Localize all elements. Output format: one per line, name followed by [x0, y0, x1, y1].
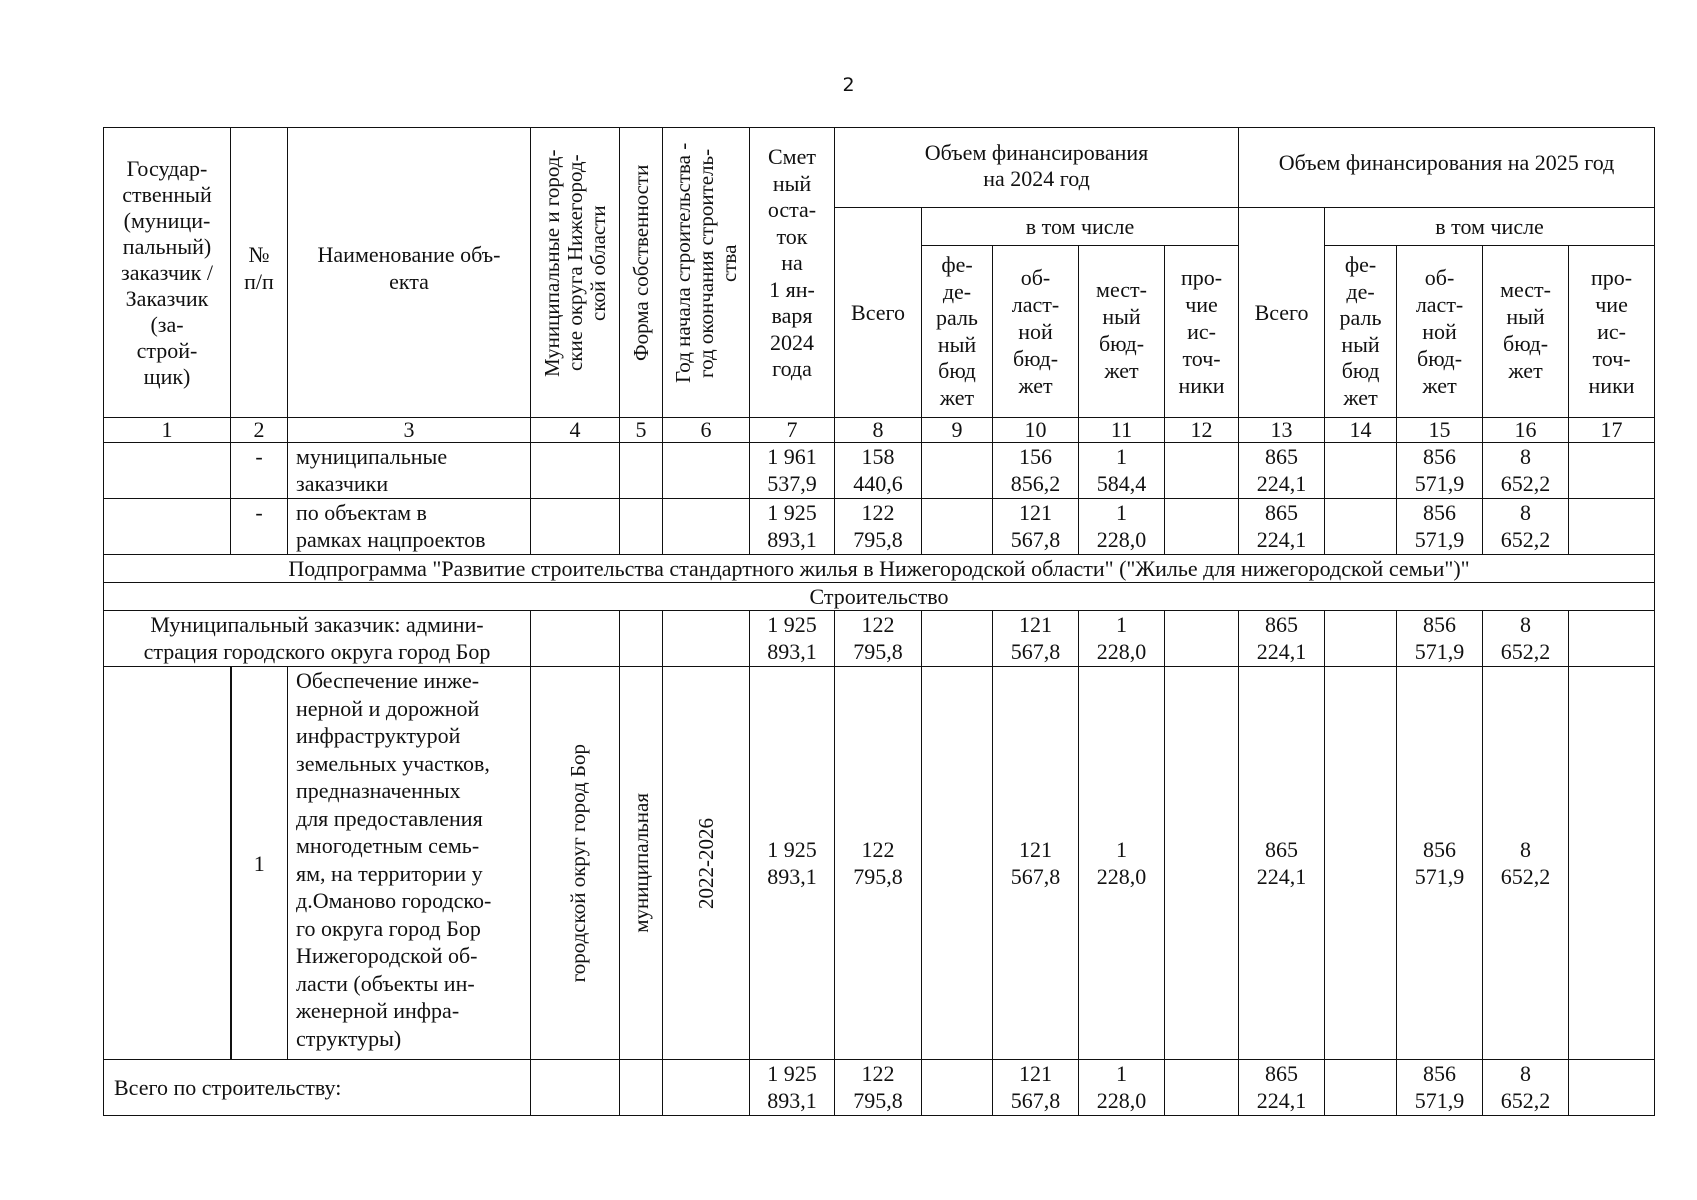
- row-dash: -: [231, 499, 288, 555]
- cell-2025-total: 865 224,1: [1239, 667, 1325, 1060]
- header-2025-total: Всего: [1239, 208, 1325, 418]
- cell-remainder: 1 925 893,1: [750, 611, 835, 667]
- cell-2025-regional: 856 571,9: [1397, 667, 1483, 1060]
- cell: [1325, 443, 1397, 499]
- cell-2024-regional: 156 856,2: [993, 443, 1079, 499]
- cell: [1569, 667, 1655, 1060]
- total-label: Всего по строительству:: [104, 1060, 531, 1116]
- cell-2024-regional: 121 567,8: [993, 667, 1079, 1060]
- cell: [620, 443, 663, 499]
- cell-2024-local: 1 584,4: [1079, 443, 1165, 499]
- cell-2024-local: 1 228,0: [1079, 499, 1165, 555]
- cell: [1569, 1060, 1655, 1116]
- row-name: муниципальные заказчики: [288, 443, 531, 499]
- col-num: 1: [104, 418, 231, 443]
- cell: [922, 499, 993, 555]
- header-years: Год начала строительства - год окончания строитель- ства: [663, 128, 750, 418]
- cell-2025-local: 8 652,2: [1483, 1060, 1569, 1116]
- cell: [922, 667, 993, 1060]
- header-2024-other: про- чие ис- точ- ники: [1165, 246, 1239, 418]
- cell: [620, 1060, 663, 1116]
- cell-2025-regional: 856 571,9: [1397, 443, 1483, 499]
- cell-2025-total: 865 224,1: [1239, 499, 1325, 555]
- header-object-name: Наименование объ- екта: [288, 128, 531, 418]
- cell-2025-local: 8 652,2: [1483, 443, 1569, 499]
- row-dash: -: [231, 443, 288, 499]
- table-row-municipal: [104, 443, 1655, 499]
- cell: [1325, 1060, 1397, 1116]
- col-num: 16: [1483, 418, 1569, 443]
- cell-2024-total: 122 795,8: [835, 667, 922, 1060]
- cell: [922, 611, 993, 667]
- cell: [663, 611, 750, 667]
- header-2024-regional: об- ласт- ной бюд- жет: [993, 246, 1079, 418]
- col-num: 17: [1569, 418, 1655, 443]
- header-ownership: Форма собственности: [620, 128, 663, 418]
- col-num: 11: [1079, 418, 1165, 443]
- cell: [1325, 611, 1397, 667]
- col-num: 9: [922, 418, 993, 443]
- financing-table: [103, 127, 1655, 1116]
- header-okrug: Муниципальные и город- ские округа Нижегород- ской области: [531, 128, 620, 418]
- cell-2024-regional: 121 567,8: [993, 611, 1079, 667]
- col-num: 8: [835, 418, 922, 443]
- row-name: по объектам в рамках нацпроектов: [288, 499, 531, 555]
- cell: [663, 443, 750, 499]
- col-num: 15: [1397, 418, 1483, 443]
- cell: [104, 443, 231, 499]
- header-2025-regional: об- ласт- ной бюд- жет: [1397, 246, 1483, 418]
- header-2025-including: в том числе: [1325, 208, 1655, 246]
- table-row-customer: [104, 611, 1655, 667]
- cell-2024-total: 122 795,8: [835, 611, 922, 667]
- cell-2024-total: 122 795,8: [835, 499, 922, 555]
- cell: [1165, 443, 1239, 499]
- cell: [620, 611, 663, 667]
- cell-2024-local: 1 228,0: [1079, 667, 1165, 1060]
- object-okrug: городской округ город Бор: [531, 667, 620, 1060]
- cell: [531, 611, 620, 667]
- cell: [104, 499, 231, 555]
- cell-2025-regional: 856 571,9: [1397, 499, 1483, 555]
- cell-2024-regional: 121 567,8: [993, 1060, 1079, 1116]
- cell-2024-total: 158 440,6: [835, 443, 922, 499]
- cell-2024-total: 122 795,8: [835, 1060, 922, 1116]
- subprogram-title: Подпрограмма "Развитие строительства стандартного жилья в Нижегородской области" ("Жилье для нижегородской семьи")": [104, 555, 1655, 583]
- header-remainder: Смет ный оста- ток на 1 ян- варя 2024 года: [750, 128, 835, 418]
- table-row-object: [104, 667, 1655, 1060]
- section-row: [104, 583, 1655, 611]
- cell-remainder: 1 925 893,1: [750, 1060, 835, 1116]
- cell: [531, 499, 620, 555]
- cell-2025-local: 8 652,2: [1483, 499, 1569, 555]
- cell: [1325, 499, 1397, 555]
- section-title: Строительство: [104, 583, 1655, 611]
- header-2024-total: Всего: [835, 208, 922, 418]
- header-number: № п/п: [231, 128, 288, 418]
- cell: [1569, 611, 1655, 667]
- cell-2025-total: 865 224,1: [1239, 1060, 1325, 1116]
- header-financing-2025: Объем финансирования на 2025 год: [1239, 128, 1655, 208]
- cell-2025-regional: 856 571,9: [1397, 611, 1483, 667]
- cell-2025-total: 865 224,1: [1239, 443, 1325, 499]
- cell-2025-local: 8 652,2: [1483, 667, 1569, 1060]
- object-ownership: муниципальная: [620, 667, 663, 1060]
- table-row-total: [104, 1060, 1655, 1116]
- cell: [663, 1060, 750, 1116]
- col-num: 3: [288, 418, 531, 443]
- col-num: 4: [531, 418, 620, 443]
- customer-name: Муниципальный заказчик: админи- страция городского округа город Бор: [104, 611, 531, 667]
- header-financing-2024: Объем финансирования на 2024 год: [835, 128, 1239, 208]
- cell: [531, 443, 620, 499]
- cell: [1165, 667, 1239, 1060]
- col-num: 2: [231, 418, 288, 443]
- header-2025-other: про- чие ис- точ- ники: [1569, 246, 1655, 418]
- object-years: 2022-2026: [663, 667, 750, 1060]
- page-number: 2: [842, 74, 855, 96]
- object-number: 1: [231, 667, 288, 1060]
- cell: [1569, 499, 1655, 555]
- cell: [922, 1060, 993, 1116]
- cell-remainder: 1 925 893,1: [750, 499, 835, 555]
- col-num: 14: [1325, 418, 1397, 443]
- col-num: 13: [1239, 418, 1325, 443]
- cell-2024-local: 1 228,0: [1079, 611, 1165, 667]
- cell: [663, 499, 750, 555]
- cell-remainder: 1 961 537,9: [750, 443, 835, 499]
- cell-2025-regional: 856 571,9: [1397, 1060, 1483, 1116]
- cell-remainder: 1 925 893,1: [750, 667, 835, 1060]
- column-numbers-row: [104, 418, 1655, 443]
- cell: [922, 443, 993, 499]
- cell: [531, 1060, 620, 1116]
- col-num: 10: [993, 418, 1079, 443]
- cell-2025-total: 865 224,1: [1239, 611, 1325, 667]
- cell: [1325, 667, 1397, 1060]
- header-2025-local: мест- ный бюд- жет: [1483, 246, 1569, 418]
- cell: [104, 667, 231, 1060]
- cell: [1569, 443, 1655, 499]
- cell-2025-local: 8 652,2: [1483, 611, 1569, 667]
- col-num: 5: [620, 418, 663, 443]
- header-2024-federal: фе- де- раль ный бюд жет: [922, 246, 993, 418]
- header-customer: Государ- ственный (муници- пальный) заказчик / Заказчик (за- строй- щик): [104, 128, 231, 418]
- header-2024-including: в том числе: [922, 208, 1239, 246]
- col-num: 7: [750, 418, 835, 443]
- col-num: 6: [663, 418, 750, 443]
- cell: [1165, 611, 1239, 667]
- table-row-national-projects: [104, 499, 1655, 555]
- header-2025-federal: фе- де- раль ный бюд жет: [1325, 246, 1397, 418]
- object-name: Обеспечение инже- нерной и дорожной инфраструктурой земельных участков, предназначенных для предоставления многодетным семь- ям, на территории у д.Оманово городско- го округа город Бор Нижегородской об- ласти (объекты ин- женерной инфра- структуры): [288, 667, 531, 1060]
- cell-2024-local: 1 228,0: [1079, 1060, 1165, 1116]
- cell: [1165, 1060, 1239, 1116]
- header-2024-local: мест- ный бюд- жет: [1079, 246, 1165, 418]
- subprogram-row: [104, 555, 1655, 583]
- cell: [620, 499, 663, 555]
- col-num: 12: [1165, 418, 1239, 443]
- cell-2024-regional: 121 567,8: [993, 499, 1079, 555]
- cell: [1165, 499, 1239, 555]
